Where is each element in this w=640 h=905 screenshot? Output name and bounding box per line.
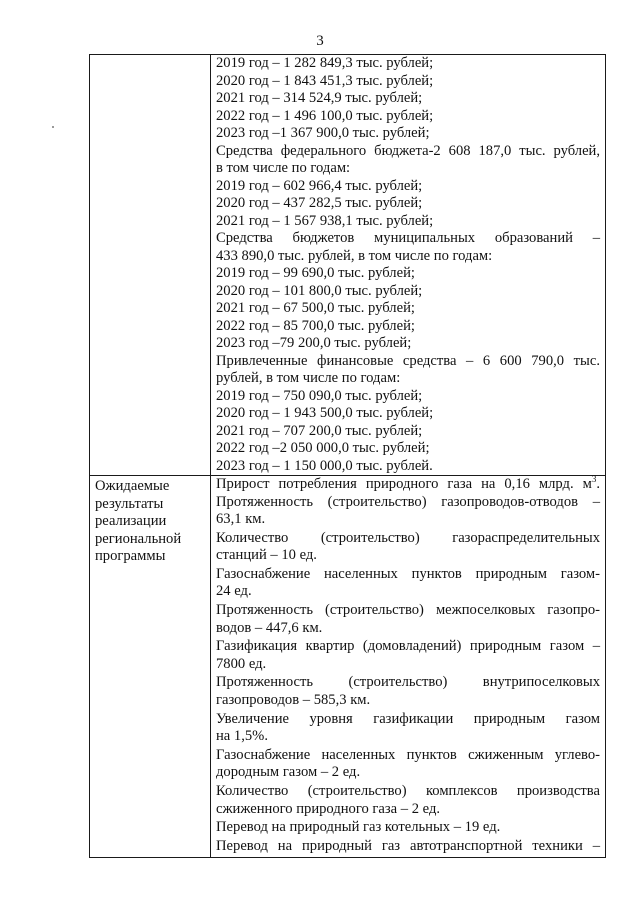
page-number: 3 — [316, 33, 324, 49]
results-items — [211, 494, 605, 856]
result-item — [211, 674, 605, 709]
result-line: 24 ед. — [216, 583, 252, 600]
result-line: на 1,5%. — [216, 728, 268, 745]
result-line: Перевод на природный газ котельных – 19 ед. — [216, 819, 501, 836]
result-line: Протяженность (строительство) внутрипоселковых — [216, 674, 600, 691]
results-label-line: Ожидаемые — [95, 478, 170, 494]
funding-line: 2019 год – 602 966,4 тыс. рублей; — [216, 177, 423, 194]
result-line: газопроводов – 585,3 км. — [216, 691, 371, 708]
results-label-line: региональной — [95, 530, 182, 547]
result-item — [211, 838, 605, 856]
funding-line: 2020 год – 1 843 451,3 тыс. рублей; — [216, 72, 434, 89]
result-line: Протяженность (строительство) газопроводов-отводов – — [216, 493, 600, 510]
scan-speck — [52, 126, 54, 128]
funding-line: 2021 год – 707 200,0 тыс. рублей; — [216, 422, 423, 439]
result-line: дородным газом – 2 ед. — [216, 764, 361, 781]
results-label-cell — [90, 476, 211, 858]
funding-line: 433 890,0 тыс. рублей, в том числе по годам: — [216, 247, 493, 264]
result-line: Газоснабжение населенных пунктов сжиженным углево- — [216, 746, 600, 763]
results-content-cell — [211, 476, 606, 858]
result-line: Увеличение уровня газификации природным газом — [216, 710, 600, 727]
result-item — [211, 711, 605, 746]
funding-line: 2022 год – 85 700,0 тыс. рублей; — [216, 317, 415, 334]
funding-line: 2023 год –79 200,0 тыс. рублей; — [216, 335, 412, 351]
result-item — [211, 747, 605, 782]
funding-line: в том числе по годам: — [216, 160, 351, 176]
funding-line: 2021 год – 314 524,9 тыс. рублей; — [216, 90, 423, 106]
funding-lines — [211, 55, 605, 475]
result-item — [211, 783, 605, 818]
gas-consumption-growth — [211, 476, 605, 494]
result-line: Газоснабжение населенных пунктов природным газом- — [216, 565, 600, 582]
funding-line: 2021 год – 1 567 938,1 тыс. рублей; — [216, 212, 434, 229]
result-line: водов – 447,6 км. — [216, 619, 323, 636]
funding-line: 2019 год – 750 090,0 тыс. рублей; — [216, 387, 423, 404]
funding-line: Привлеченные финансовые средства – 6 600 790,0 тыс. — [216, 352, 600, 369]
gas-consumption-text: Прирост потребления природного газа на 0,16 млрд. м — [216, 476, 592, 492]
result-line: Протяженность (строительство) межпоселковых газопро- — [216, 602, 600, 619]
result-item — [211, 819, 605, 837]
results-label — [90, 476, 210, 566]
cubic-superscript: 3 — [591, 474, 597, 484]
funding-line: рублей, в том числе по годам: — [216, 370, 401, 386]
funding-content-cell — [211, 55, 606, 476]
funding-line: Средства федерального бюджета-2 608 187,0 тыс. рублей, — [216, 142, 600, 159]
results-label-line: результаты — [95, 495, 164, 512]
funding-line: 2023 год – 1 150 000,0 тыс. рублей. — [216, 457, 433, 474]
gas-consumption-suffix: . — [596, 476, 600, 492]
result-item — [211, 602, 605, 637]
program-passport-table — [89, 54, 606, 858]
result-line: 63,1 км. — [216, 511, 266, 527]
funding-label-cell — [90, 55, 211, 476]
result-item — [211, 494, 605, 529]
funding-line: 2022 год – 1 496 100,0 тыс. рублей; — [216, 107, 434, 124]
expected-results-row — [90, 476, 606, 858]
funding-line: 2019 год – 99 690,0 тыс. рублей; — [216, 265, 415, 281]
result-line: Газификация квартир (домовладений) природным газом – — [216, 638, 600, 655]
funding-line: 2022 год –2 050 000,0 тыс. рублей; — [216, 440, 430, 456]
result-line: 7800 ед. — [216, 655, 267, 672]
funding-line: 2019 год – 1 282 849,3 тыс. рублей; — [216, 55, 434, 71]
results-label-line: программы — [95, 548, 166, 564]
result-line: станций – 10 ед. — [216, 547, 317, 564]
result-line: Количество (строительство) газораспределительных — [216, 529, 600, 546]
results-label-line: реализации — [95, 513, 167, 529]
result-line: сжиженного природного газа – 2 ед. — [216, 800, 441, 817]
result-item — [211, 566, 605, 601]
result-item — [211, 530, 605, 565]
funding-line: 2020 год – 437 282,5 тыс. рублей; — [216, 195, 423, 211]
funding-line: 2020 год – 101 800,0 тыс. рублей; — [216, 282, 423, 299]
funding-line: Средства бюджетов муниципальных образований – — [216, 230, 600, 246]
result-line: Перевод на природный газ автотранспортной техники – — [216, 837, 600, 854]
result-line: Количество (строительство) комплексов производства — [216, 783, 600, 799]
funding-line: 2020 год – 1 943 500,0 тыс. рублей; — [216, 405, 434, 421]
funding-line: 2023 год –1 367 900,0 тыс. рублей; — [216, 125, 430, 141]
funding-line: 2021 год – 67 500,0 тыс. рублей; — [216, 300, 415, 316]
funding-row — [90, 55, 606, 476]
result-item — [211, 638, 605, 673]
